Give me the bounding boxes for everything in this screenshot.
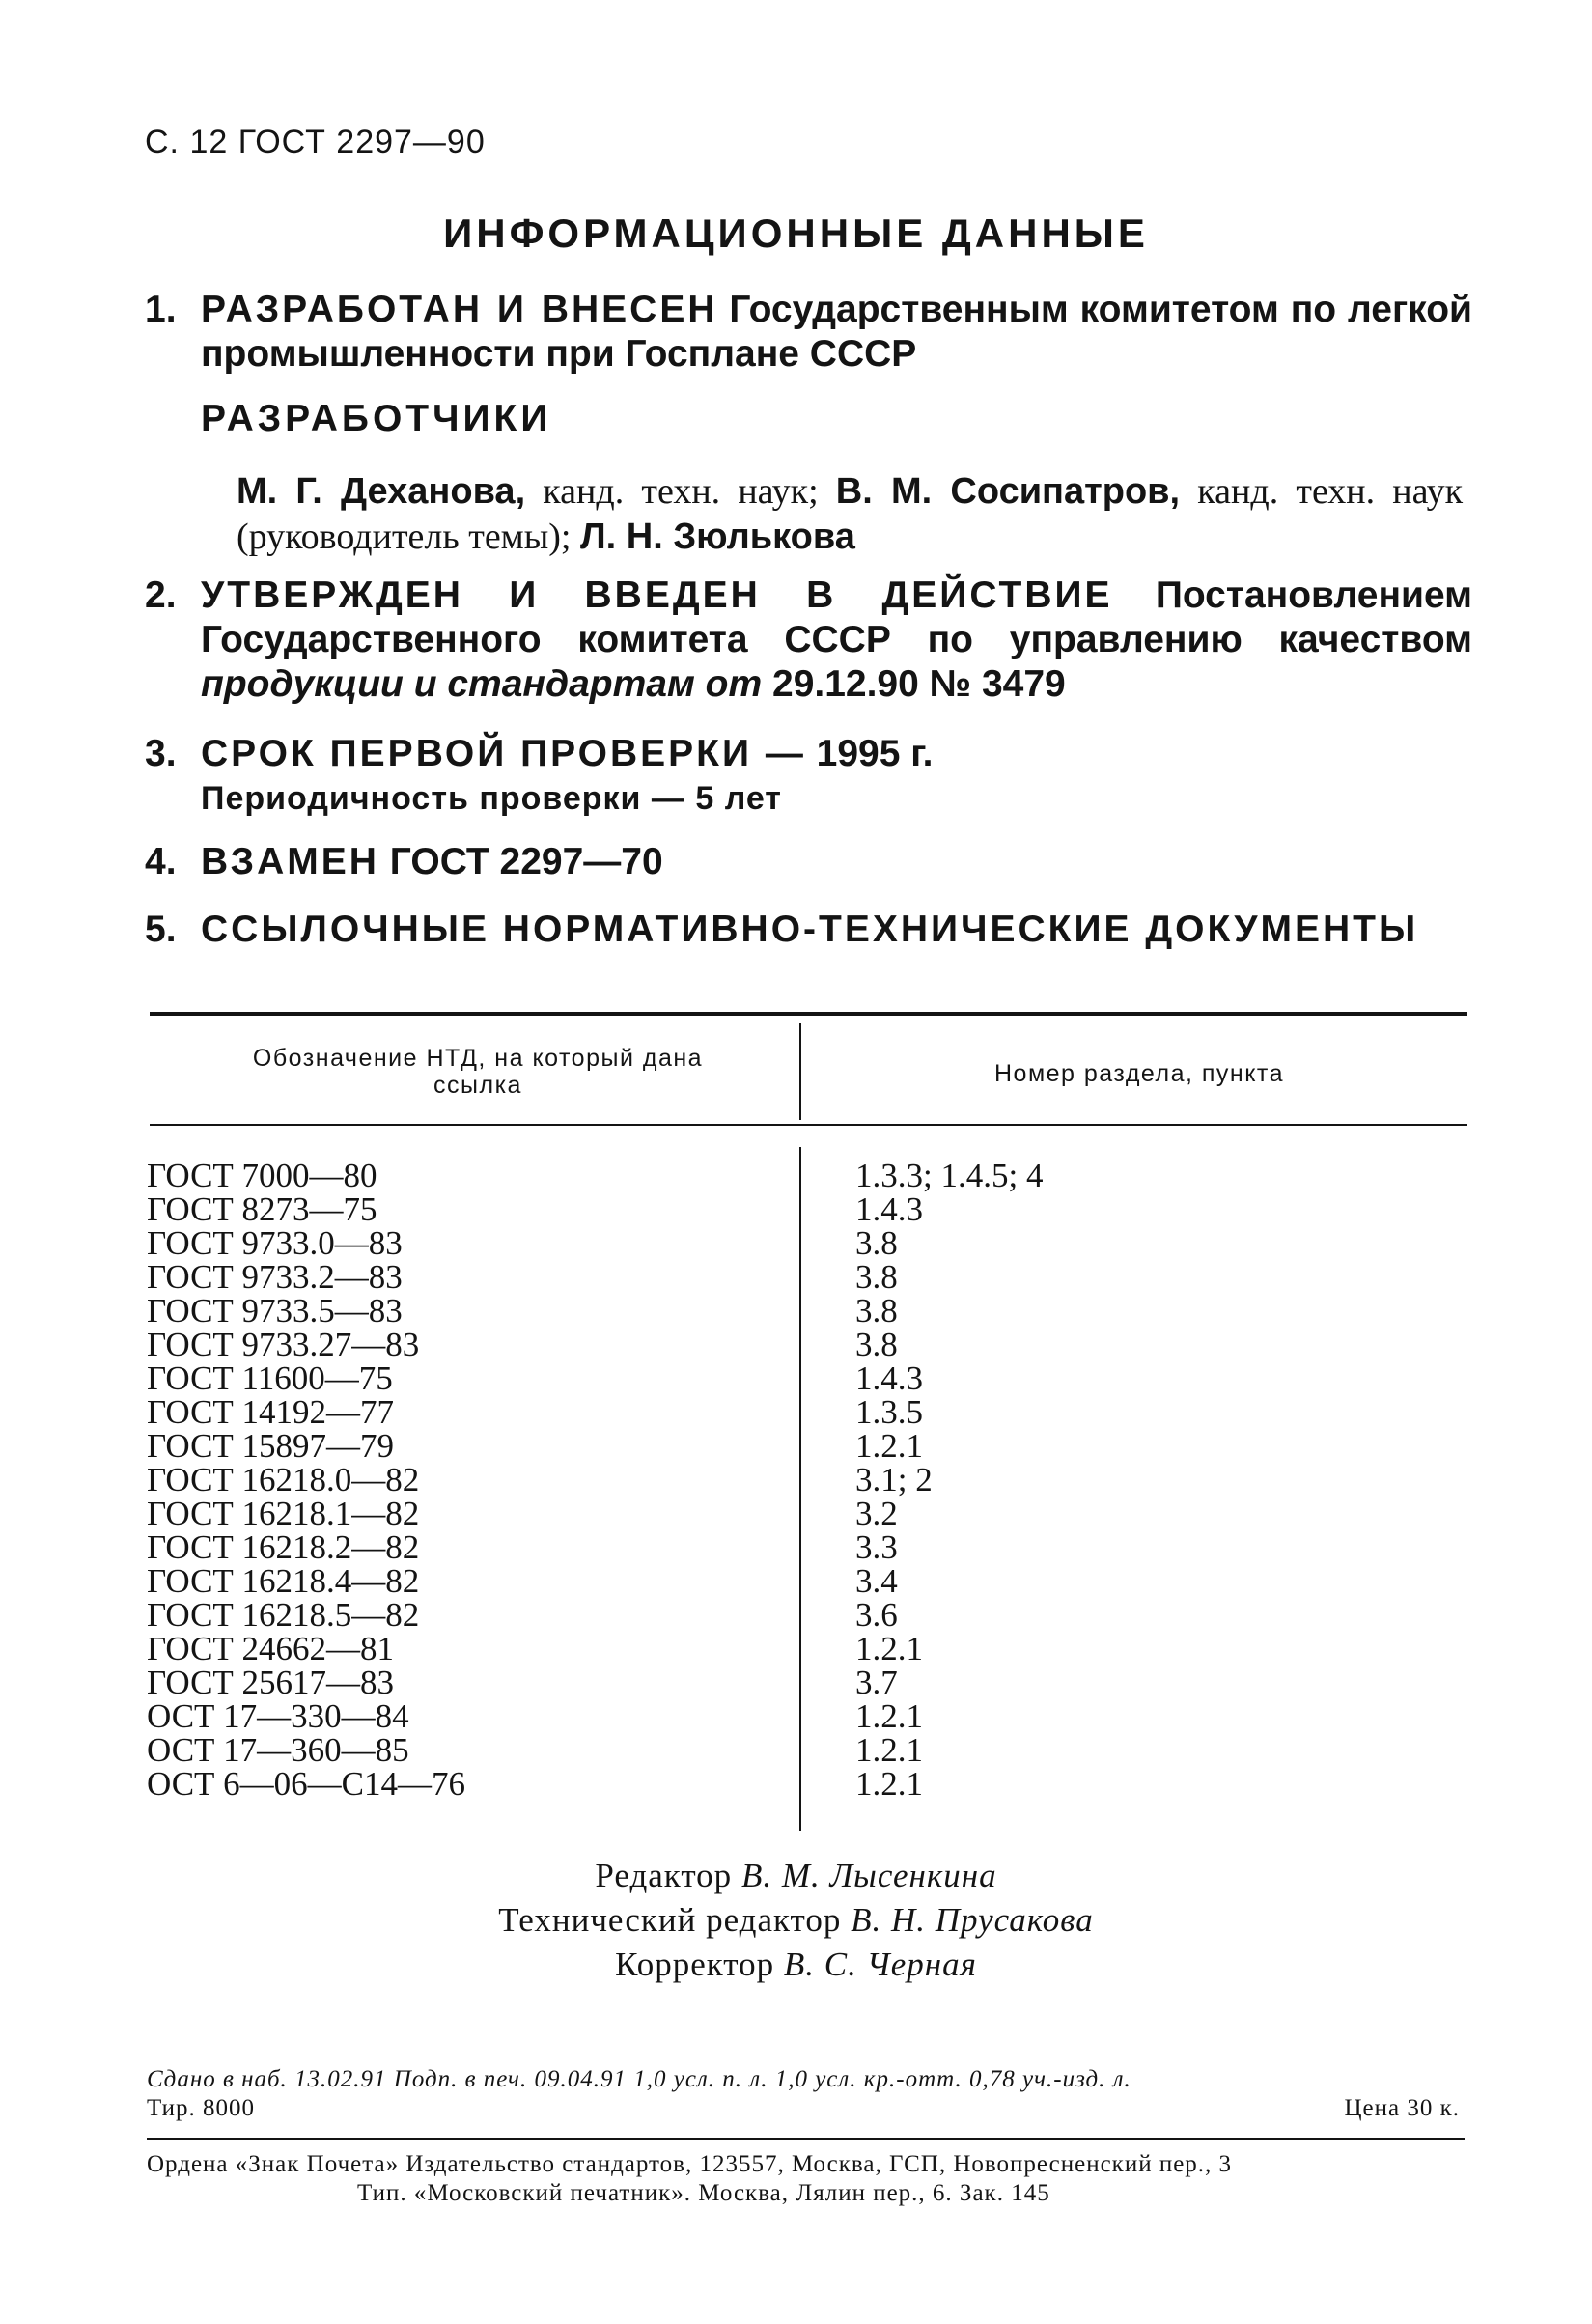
- credit-corrector: [0, 1943, 1592, 1987]
- section-number: 1.3.3; 1.4.5; 4: [855, 1157, 1044, 1194]
- item-number: 1.: [145, 289, 177, 330]
- ntd-designation: ГОСТ 16218.0—82: [147, 1461, 420, 1498]
- ntd-designation: ГОСТ 9733.0—83: [147, 1224, 403, 1262]
- ntd-designation: ГОСТ 25617—83: [147, 1664, 395, 1701]
- credit-name: В. М. Лысенкина: [740, 1857, 997, 1894]
- item-caps: ССЫЛОЧНЫЕ НОРМАТИВНО-ТЕХНИЧЕСКИЕ ДОКУМЕНТЫ: [201, 909, 1419, 950]
- developers-list: [237, 469, 1463, 560]
- section-number: 3.4: [855, 1562, 898, 1600]
- developer-name: Л. Н. Зюлькова: [579, 517, 855, 557]
- developer-name: М. Г. Деханова,: [237, 471, 526, 512]
- section-number: 1.4.3: [855, 1190, 923, 1228]
- page-title: ИНФОРМАЦИОННЫЕ ДАННЫЕ: [443, 210, 1149, 256]
- item-number: 5.: [145, 909, 177, 950]
- item-italic: продукции и стандартам от: [201, 663, 763, 705]
- item-text: [201, 732, 1472, 821]
- credit-tech-editor: [0, 1898, 1592, 1943]
- table-top-rule: [150, 1012, 1467, 1016]
- ntd-designation: ОСТ 17—360—85: [147, 1731, 409, 1769]
- table-header-section: Номер раздела, пункта: [993, 1060, 1285, 1087]
- credit-name: В. Н. Прусакова: [851, 1901, 1094, 1939]
- developer-name: В. М. Сосипатров,: [835, 471, 1181, 512]
- table-column-divider: [799, 1023, 801, 1120]
- item-2: [145, 574, 1472, 707]
- section-number: 1.2.1: [855, 1630, 923, 1667]
- section-number: 3.1; 2: [855, 1461, 933, 1498]
- item-caps: СРОК ПЕРВОЙ ПРОВЕРКИ —: [201, 733, 806, 774]
- section-number: 1.4.3: [855, 1359, 923, 1397]
- section-number: 3.7: [855, 1664, 898, 1701]
- credits-block: [0, 1854, 1592, 1987]
- item-text: [201, 908, 1472, 952]
- credit-name: В. С. Черная: [783, 1946, 977, 1983]
- section-number: 1.2.1: [855, 1427, 923, 1465]
- imprint-price: Цена 30 к.: [1344, 2095, 1460, 2121]
- ntd-designation: ГОСТ 14192—77: [147, 1393, 395, 1431]
- item-5: [145, 908, 1472, 952]
- ntd-designation: ГОСТ 16218.4—82: [147, 1562, 420, 1600]
- credit-role: Редактор: [595, 1857, 733, 1894]
- ntd-designation: ГОСТ 9733.27—83: [147, 1326, 420, 1363]
- item-text: [201, 574, 1472, 707]
- section-number: 1.3.5: [855, 1393, 923, 1431]
- item-tail: 29.12.90 № 3479: [772, 663, 1066, 705]
- publisher-line-2: Тип. «Московский печатник». Москва, Лялин пер., 6. Зак. 145: [357, 2180, 1050, 2206]
- item-rest: Постановлением Государственного комитета СССР по управлению качеством: [201, 574, 1472, 660]
- section-number: 1.2.1: [855, 1765, 923, 1803]
- section-number: 3.8: [855, 1292, 898, 1330]
- item-caps: РАЗРАБОТАН И ВНЕСЕН: [201, 289, 718, 330]
- item-4: [145, 840, 1472, 884]
- imprint-rule: [147, 2138, 1465, 2140]
- item-caps: УТВЕРЖДЕН И ВВЕДЕН В ДЕЙСТВИЕ: [201, 574, 1113, 616]
- item-rest: 1995 г.: [816, 733, 934, 774]
- section-number: 3.2: [855, 1495, 898, 1532]
- item-number: 2.: [145, 574, 177, 616]
- publisher-line-1: Ордена «Знак Почета» Издательство стандартов, 123557, Москва, ГСП, Новопресненский пер., 3: [147, 2151, 1233, 2177]
- ntd-designation: ГОСТ 15897—79: [147, 1427, 395, 1465]
- item-rest: ГОСТ 2297—70: [389, 841, 663, 882]
- imprint-circulation: Тир. 8000: [147, 2095, 256, 2121]
- item-number: 4.: [145, 841, 177, 882]
- item-text: [201, 840, 1472, 884]
- item-caps: ВЗАМЕН: [201, 841, 379, 882]
- section-number: 3.3: [855, 1528, 898, 1566]
- ntd-designation: ОСТ 6—06—С14—76: [147, 1765, 466, 1803]
- ntd-designation: ГОСТ 16218.1—82: [147, 1495, 420, 1532]
- page-header: С. 12 ГОСТ 2297—90: [145, 124, 486, 160]
- table-column-divider: [799, 1147, 801, 1831]
- item-number: 3.: [145, 733, 177, 774]
- item-line2: Периодичность проверки — 5 лет: [201, 780, 782, 817]
- item-rest: Государственным комитетом по легкой промышленности при Госплане СССР: [201, 289, 1472, 375]
- section-number: 3.8: [855, 1224, 898, 1262]
- ntd-designation: ГОСТ 9733.5—83: [147, 1292, 403, 1330]
- section-number: 3.8: [855, 1326, 898, 1363]
- section-number: 3.8: [855, 1258, 898, 1296]
- ntd-designation: ГОСТ 16218.2—82: [147, 1528, 420, 1566]
- section-number: 1.2.1: [855, 1697, 923, 1735]
- developer-title: канд. техн. наук;: [543, 471, 819, 512]
- item-1: [145, 288, 1472, 377]
- item-3: [145, 732, 1472, 821]
- ntd-designation: ГОСТ 7000—80: [147, 1157, 377, 1194]
- credit-editor: [0, 1854, 1592, 1898]
- section-number: 1.2.1: [855, 1731, 923, 1769]
- developers-heading: РАЗРАБОТЧИКИ: [201, 398, 552, 439]
- section-number: 3.6: [855, 1596, 898, 1634]
- credit-role: Технический редактор: [498, 1901, 842, 1939]
- ntd-designation: ГОСТ 9733.2—83: [147, 1258, 403, 1296]
- ntd-designation: ГОСТ 24662—81: [147, 1630, 395, 1667]
- imprint-line-2: [147, 2095, 1460, 2122]
- ntd-designation: ГОСТ 11600—75: [147, 1359, 393, 1397]
- credit-role: Корректор: [615, 1946, 775, 1983]
- table-header-designation: Обозначение НТД, на который дана ссылка: [252, 1045, 704, 1099]
- ntd-designation: ГОСТ 8273—75: [147, 1190, 377, 1228]
- item-text: [201, 288, 1472, 377]
- ntd-designation: ГОСТ 16218.5—82: [147, 1596, 420, 1634]
- table-header-rule: [150, 1124, 1467, 1126]
- imprint-line-1: Сдано в наб. 13.02.91 Подп. в печ. 09.04.91 1,0 усл. п. л. 1,0 усл. кр.-отт. 0,78 уч.-изд. л.: [147, 2066, 1131, 2092]
- ntd-designation: ОСТ 17—330—84: [147, 1697, 409, 1735]
- developer-title: канд. техн. наук (руководитель темы);: [237, 471, 1464, 557]
